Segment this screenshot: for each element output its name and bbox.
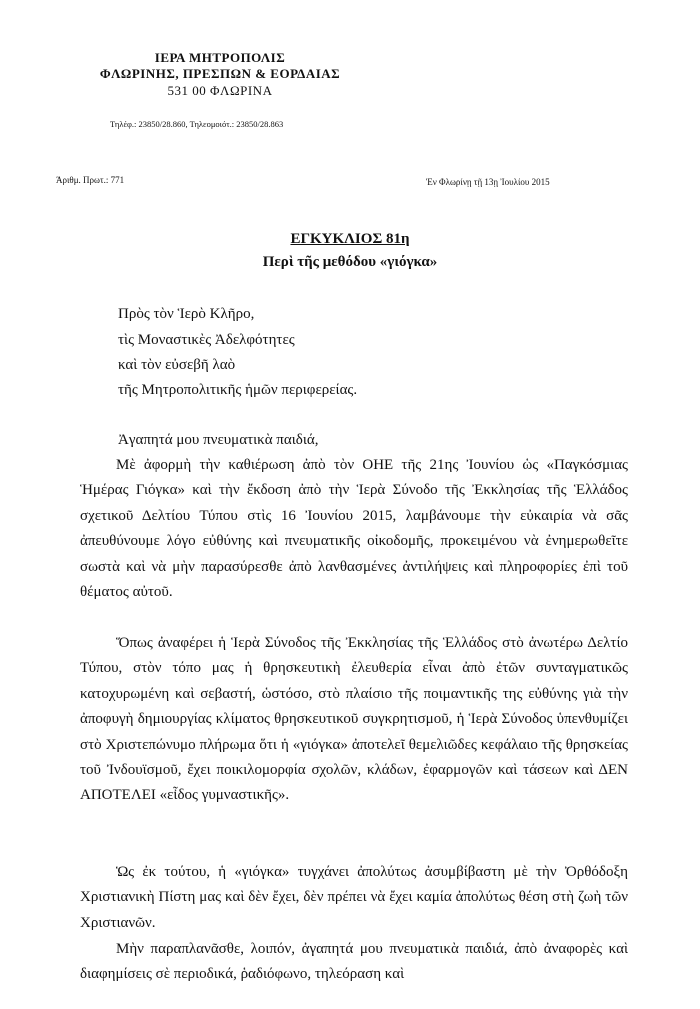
body-paragraph: Ὅπως ἀναφέρει ἡ Ἱερὰ Σύνοδος τῆς Ἐκκλησίας τῆς Ἑλλάδος στὸ ἀνωτέρω Δελτίο Τύπου, στὸν τόπο μας ἡ θρησκευτικὴ ἐλευθερία εἶναι ἀπὸ ἐτῶν συνταγματικῶς κατοχυρωμένη καὶ σεβαστή, ὡστόσο, στὸ πλαίσιο τῆς ποιμαντικῆς της εὐθύνης γιὰ τὴν ἀποφυγὴ δημιουργίας κλίματος θρησκευτικοῦ συγκρητισμοῦ, ἡ Ἱερὰ Σύνοδος ὑπενθυμίζει στὸ Χριστεπώνυμο πλήρωμα ὅτι ἡ «γιόγκα» ἀποτελεῖ θεμελιῶδες κεφάλαιο τῆς θρησκείας τοῦ Ἰνδουϊσμοῦ, ἔχει ποικιλομορφία σχολῶν, κλάδων, ἐφαρμογῶν καὶ τάσεων καὶ ΔΕΝ ΑΠΟΤΕΛΕΙ «εἶδος γυμναστικῆς». <box>80 635 628 804</box>
protocol-number: Άριθμ. Πρωτ.: 771 <box>56 175 125 185</box>
body-paragraph: Μὲ ἀφορμὴ τὴν καθιέρωση ἀπὸ τὸν ΟΗΕ τῆς 21ης Ἰουνίου ὡς «Παγκόσμιας Ἡμέρας Γιόγκα» καὶ τὴν ἔκδοση ἀπὸ τὴν Ἱερὰ Σύνοδο τῆς Ἐκκλησίας τῆς Ἑλλάδος σχετικοῦ Δελτίου Τύπου στὶς 16 Ἰουνίου 2015, λαμβάνουμε τὴν εὐκαιρία νὰ σᾶς ἀπευθύνουμε λόγο εὐθύνης καὶ πνευματικῆς οἰκοδομῆς, προκειμένου νὰ ἐνημερωθεῖτε σωστὰ καὶ νὰ μὴν παρασύρεσθε ἀπὸ λανθασμένες ἀντιλήψεις καὶ πληροφορίες ἐπὶ τοῦ θέματος αὐτοῦ. <box>80 457 628 601</box>
body-paragraph: Ὡς ἐκ τούτου, ἡ «γιόγκα» τυγχάνει ἀπολύτως ἀσυμβίβαστη μὲ τὴν Ὀρθόδοξη Χριστιανικὴ Πίστη μας καὶ δὲν ἔχει, δὲν πρέπει νὰ ἔχει καμία ἀπολύτως θέση στὴ ζωὴ τῶν Χριστιανῶν. <box>80 864 628 931</box>
addressee-line: Πρὸς τὸν Ἱερὸ Κλῆρο, <box>118 306 255 322</box>
date-line: Ἐν Φλωρίνῃ τῇ 13ῃ Ἰουλίου 2015 <box>426 177 550 187</box>
body-paragraph: Μὴν παραπλανᾶσθε, λοιπόν, ἀγαπητά μου πνευματικὰ παιδιά, ἀπὸ ἀναφορὲς καὶ διαφημίσεις σὲ περιοδικά, ῥαδιόφωνο, τηλεόραση καὶ <box>80 941 628 983</box>
greeting: Ἀγαπητά μου πνευματικὰ παιδιά, <box>118 432 319 448</box>
postal-address: 531 00 ΦΛΩΡΙΝΑ <box>167 83 273 98</box>
encyclical-subtitle: Περὶ τῆς μεθόδου «γιόγκα» <box>262 254 438 270</box>
addressee-line: καὶ τὸν εὐσεβῆ λαὸ <box>118 357 236 373</box>
metropolis-name: ΙΕΡΑ ΜΗΤΡΟΠΟΛΙΣ <box>154 50 286 65</box>
encyclical-title: ΕΓΚΥΚΛΙΟΣ 81η <box>290 231 410 247</box>
addressee-line: τῆς Μητροπολιτικῆς ἡμῶν περιφερείας. <box>118 382 358 398</box>
telephone-line: Τηλέφ.: 23850/28.860, Τηλεομοιότ.: 23850/28.863 <box>110 119 284 129</box>
addressee-line: τὶς Μοναστικὲς Ἀδελφότητες <box>118 332 295 348</box>
metropolis-region: ΦΛΩΡΙΝΗΣ, ΠΡΕΣΠΩΝ & ΕΟΡΔΑΙΑΣ <box>99 66 341 81</box>
